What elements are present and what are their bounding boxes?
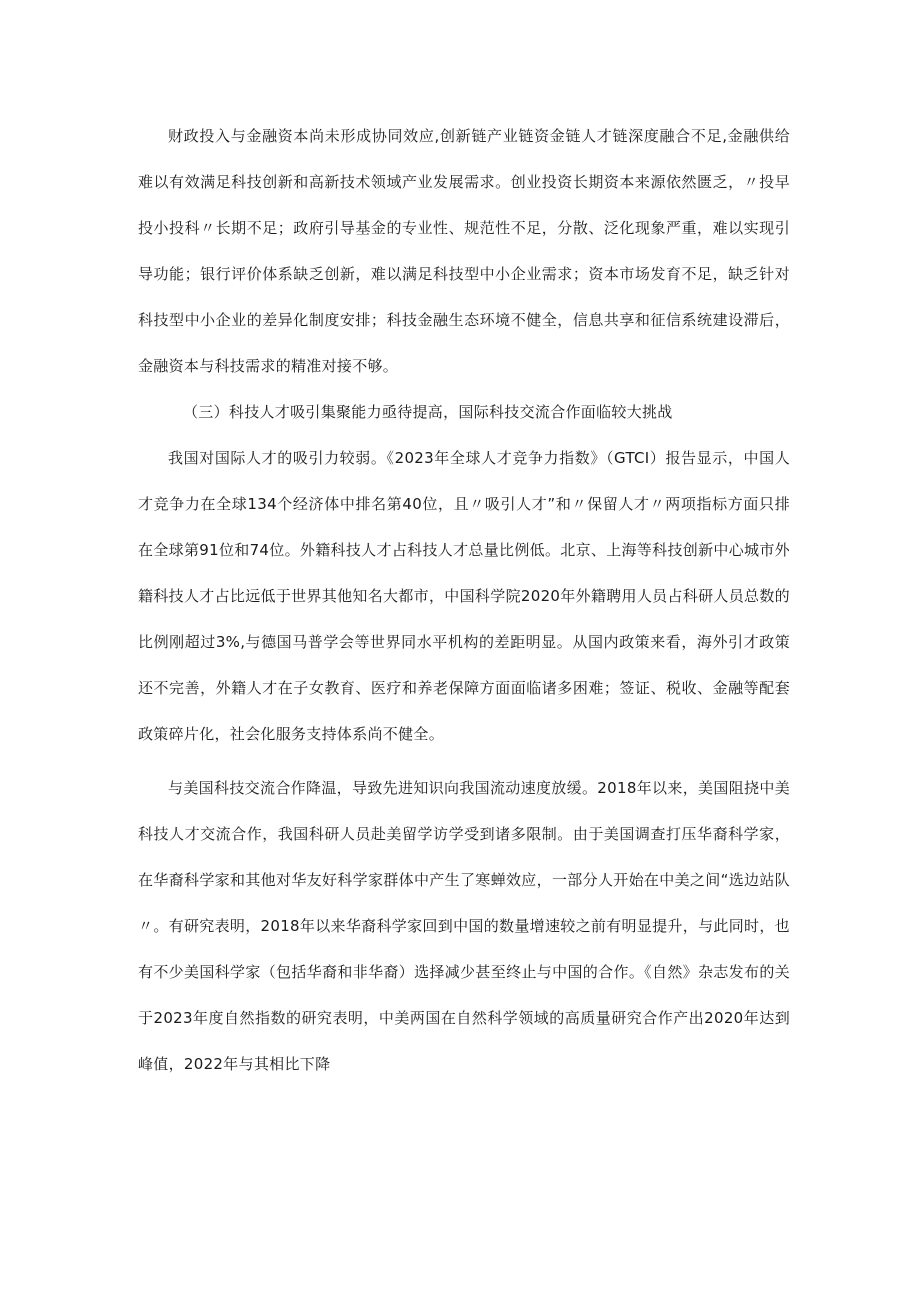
paragraph-gap	[138, 757, 790, 765]
paragraph-talent: 我国对国际人才的吸引力较弱。《2023年全球人才竞争力指数》（GTCI）报告显示，中国人才竞争力在全球134个经济体中排名第40位，且〃吸引人才”和〃保留人才〃两项指标方面只排在全球第91位和74位。外籍科技人才占科技人才总量比例低。北京、上海等科技创新中心城市外籍科技人才占比远低于世界其他知名大都市，中国科学院2020年外籍聘用人员占科研人员总数的比例刚超过3%,与德国马普学会等世界同水平机构的差距明显。从国内政策来看，海外引才政策还不完善，外籍人才在子女教育、医疗和养老保障方面面临诸多困难；签证、税收、金融等配套政策碎片化，社会化服务支持体系尚不健全。	[138, 449, 790, 743]
section-heading: （三）科技人才吸引集聚能力亟待提高，国际科技交流合作面临较大挑战	[183, 403, 673, 421]
paragraph-finance: 财政投入与金融资本尚未形成协同效应,创新链产业链资金链人才链深度融合不足,金融供给难以有效满足科技创新和高新技术领域产业发展需求。创业投资长期资本来源依然匮乏，〃投早投小投科〃长期不足；政府引导基金的专业性、规范性不足，分散、泛化现象严重，难以实现引导功能；银行评价体系缺乏创新，难以满足科技型中小企业需求；资本市场发育不足，缺乏针对科技型中小企业的差异化制度安排；科技金融生态环境不健全，信息共享和征信系统建设滞后，金融资本与科技需求的精准对接不够。	[138, 127, 790, 375]
paragraph-us-cooperation: 与美国科技交流合作降温，导致先进知识向我国流动速度放缓。2018年以来，美国阻挠中美科技人才交流合作，我国科研人员赴美留学访学受到诸多限制。由于美国调查打压华裔科学家，在华裔科学家和其他对华友好科学家群体中产生了寒蝉效应，一部分人开始在中美之间“选边站队〃。有研究表明，2018年以来华裔科学家回到中国的数量增速较之前有明显提升，与此同时，也有不少美国科学家（包括华裔和非华裔）选择减少甚至终止与中国的合作。《自然》杂志发布的关于2023年度自然指数的研究表明，中美两国在自然科学领域的高质量研究合作产出2020年达到峰值，2022年与其相比下降	[138, 779, 790, 1073]
document-body	[138, 113, 790, 1087]
